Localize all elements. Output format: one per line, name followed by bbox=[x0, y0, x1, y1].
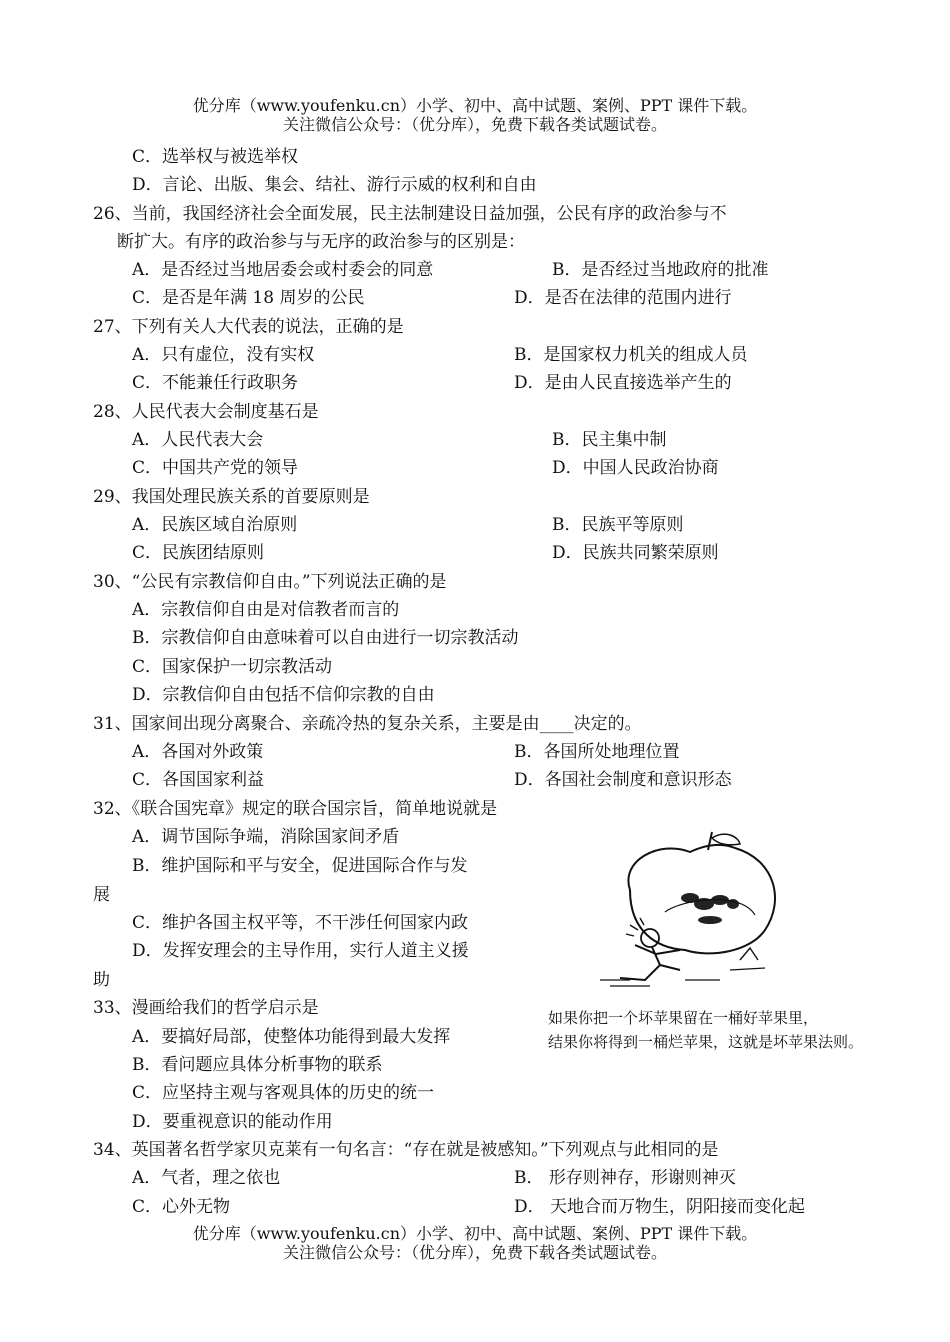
q30-option-b: B．宗教信仰自由意味着可以自由进行一切宗教活动 bbox=[132, 628, 519, 648]
page-footer bbox=[0, 1224, 950, 1262]
q34-option-c: C．心外无物 bbox=[132, 1197, 231, 1217]
q31-option-d: D．各国社会制度和意识形态 bbox=[514, 770, 732, 790]
q30-stem: 30、“公民有宗教信仰自由。”下列说法正确的是 bbox=[93, 572, 447, 592]
q25-option-d: D．言论、出版、集会、结社、游行示威的权利和自由 bbox=[132, 175, 537, 195]
q33-option-c: C．应坚持主观与客观具体的历史的统一 bbox=[132, 1083, 435, 1103]
q32-option-d: D．发挥安理会的主导作用，实行人道主义援 bbox=[132, 941, 469, 961]
q33-stem: 33、漫画给我们的哲学启示是 bbox=[93, 998, 319, 1018]
q32-option-b: B．维护国际和平与安全，促进国际合作与发 bbox=[132, 856, 468, 876]
q28-option-d: D．中国人民政治协商 bbox=[552, 458, 719, 478]
q26-option-d: D．是否在法律的范围内进行 bbox=[514, 288, 732, 308]
q27-option-a: A．只有虚位，没有实权 bbox=[132, 345, 315, 365]
q34-stem: 34、英国著名哲学家贝克莱有一句名言：“存在就是被感知。”下列观点与此相同的是 bbox=[93, 1140, 719, 1160]
footer-line-1: 优分库（www.youfenku.cn）小学、初中、高中试题、案例、PPT 课件下载。 bbox=[192, 1224, 758, 1243]
header-line-2: 关注微信公众号：（优分库），免费下载各类试题试卷。 bbox=[282, 115, 667, 134]
q32-stem: 32、《联合国宪章》规定的联合国宗旨，简单地说就是 bbox=[93, 799, 498, 819]
q29-stem: 29、我国处理民族关系的首要原则是 bbox=[93, 487, 370, 507]
q27-option-d: D．是由人民直接选举产生的 bbox=[514, 373, 732, 393]
q27-stem: 27、下列有关人大代表的说法，正确的是 bbox=[93, 317, 404, 337]
q34-option-a: A．气者，理之依也 bbox=[132, 1168, 281, 1188]
q31-option-c: C．各国国家利益 bbox=[132, 770, 265, 790]
header-line-1: 优分库（www.youfenku.cn）小学、初中、高中试题、案例、PPT 课件下载。 bbox=[192, 96, 758, 115]
q26-option-c: C．是否是年满 18 周岁的公民 bbox=[132, 288, 365, 308]
q30-option-d: D．宗教信仰自由包括不信仰宗教的自由 bbox=[132, 685, 435, 705]
q33-option-b: B．看问题应具体分析事物的联系 bbox=[132, 1055, 383, 1075]
q26-option-a: A．是否经过当地居委会或村委会的同意 bbox=[132, 260, 434, 280]
q29-option-b: B．民族平等原则 bbox=[552, 515, 684, 535]
q32-option-c: C．维护各国主权平等，不干涉任何国家内政 bbox=[132, 913, 469, 933]
q26-stem-cont: 断扩大。有序的政治参与与无序的政治参与的区别是： bbox=[117, 232, 525, 252]
q26-option-b: B．是否经过当地政府的批准 bbox=[552, 260, 769, 280]
q27-option-b: B．是国家权力机关的组成人员 bbox=[514, 345, 748, 365]
q27-option-c: C．不能兼任行政职务 bbox=[132, 373, 299, 393]
q32-option-a: A．调节国际争端，消除国家间矛盾 bbox=[132, 827, 400, 847]
q31-option-b: B．各国所处地理位置 bbox=[514, 742, 680, 762]
page-header bbox=[0, 96, 950, 134]
q32-option-b-cont: 展 bbox=[93, 885, 110, 905]
q29-option-d: D．民族共同繁荣原则 bbox=[552, 543, 719, 563]
q29-option-c: C．民族团结原则 bbox=[132, 543, 265, 563]
apple-cartoon-illustration bbox=[590, 830, 820, 1000]
q31-option-a: A．各国对外政策 bbox=[132, 742, 264, 762]
q32-option-d-cont: 助 bbox=[93, 970, 110, 990]
q28-option-a: A．人民代表大会 bbox=[132, 430, 264, 450]
cartoon-caption-2: 结果你将得到一桶烂苹果，这就是坏苹果法则。 bbox=[548, 1033, 864, 1051]
q33-option-d: D．要重视意识的能动作用 bbox=[132, 1112, 333, 1132]
cartoon-caption-1: 如果你把一个坏苹果留在一桶好苹果里， bbox=[548, 1009, 819, 1027]
q28-option-c: C．中国共产党的领导 bbox=[132, 458, 299, 478]
q26-stem: 26、当前，我国经济社会全面发展，民主法制建设日益加强，公民有序的政治参与不 bbox=[93, 204, 727, 224]
q30-option-a: A．宗教信仰自由是对信教者而言的 bbox=[132, 600, 400, 620]
bad-apple-cartoon bbox=[590, 830, 820, 1000]
q28-option-b: B．民主集中制 bbox=[552, 430, 667, 450]
q29-option-a: A．民族区域自治原则 bbox=[132, 515, 298, 535]
footer-line-2: 关注微信公众号：（优分库），免费下载各类试题试卷。 bbox=[282, 1243, 667, 1262]
q30-option-c: C．国家保护一切宗教活动 bbox=[132, 657, 333, 677]
q25-option-c: C．选举权与被选举权 bbox=[132, 147, 299, 167]
q34-option-b: B． 形存则神存，形谢则神灭 bbox=[514, 1168, 736, 1188]
q33-option-a: A．要搞好局部，使整体功能得到最大发挥 bbox=[132, 1027, 451, 1047]
q31-stem: 31、国家间出现分离聚合、亲疏冷热的复杂关系，主要是由____决定的。 bbox=[93, 714, 642, 734]
q34-option-d: D． 天地合而万物生，阴阳接而变化起 bbox=[514, 1197, 806, 1217]
q28-stem: 28、人民代表大会制度基石是 bbox=[93, 402, 319, 422]
